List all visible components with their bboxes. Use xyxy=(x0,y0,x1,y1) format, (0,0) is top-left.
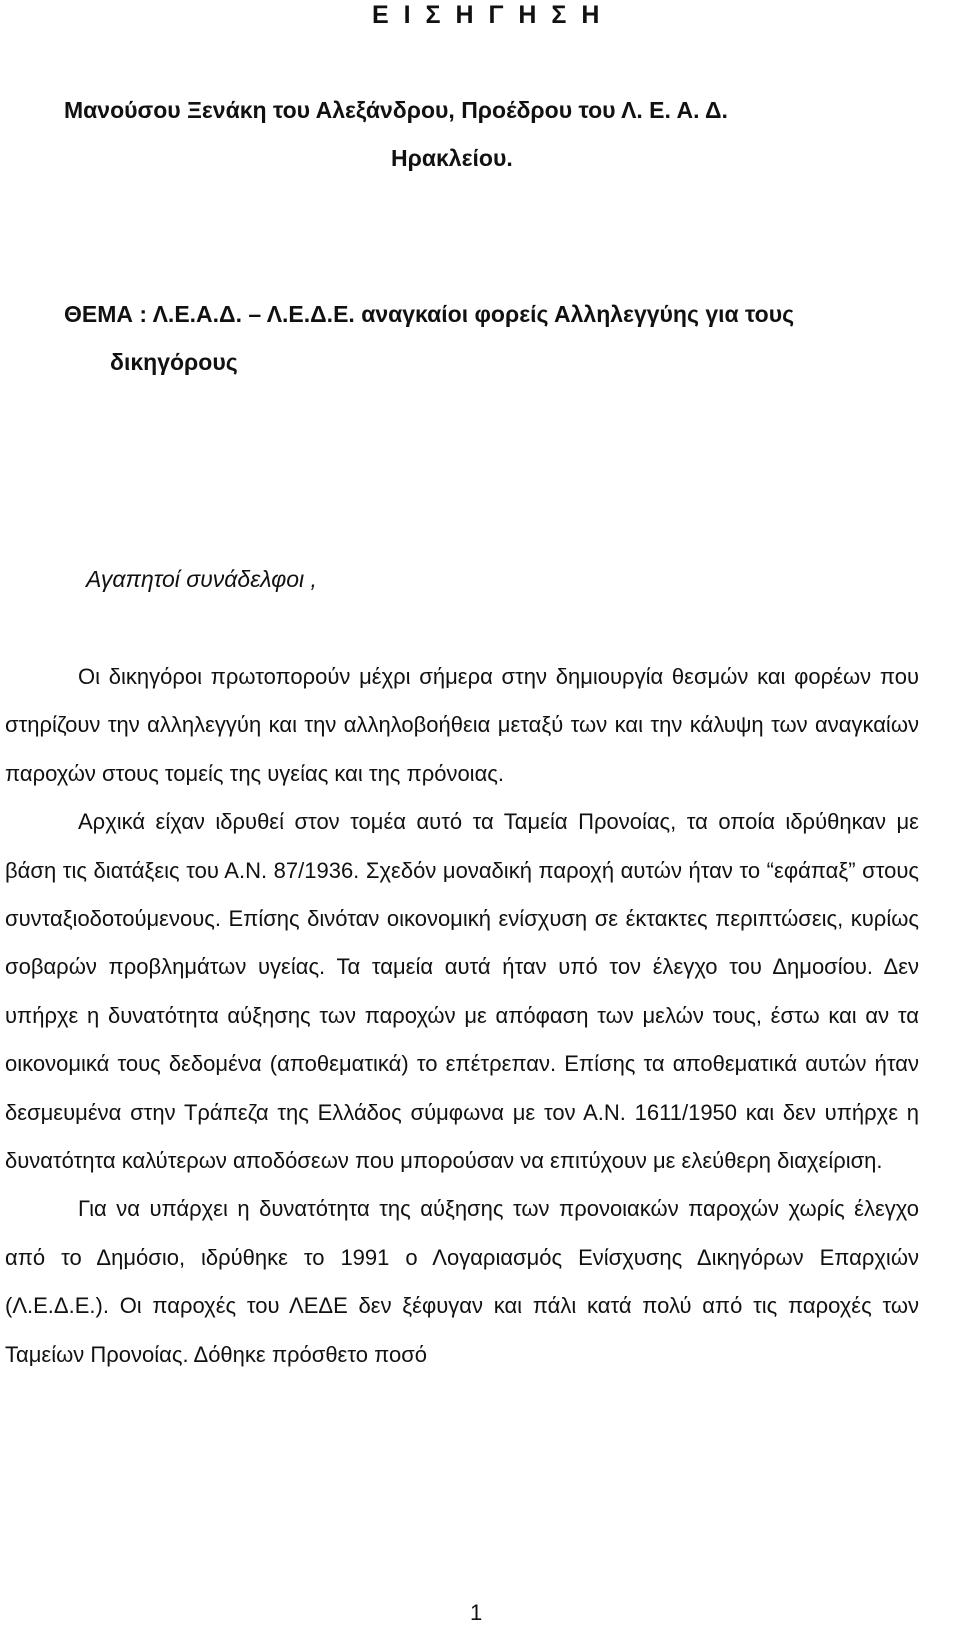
paragraph-3: Για να υπάρχει η δυνατότητα της αύξησης των προνοιακών παροχών χωρίς έλεγχο από το Δημόσιο, ιδρύθηκε το 1991 ο Λογαριασμός Ενίσχυσης Δικηγόρων Επαρχιών (Λ.Ε.Δ.Ε.). Οι παροχές του ΛΕΔΕ δεν ξέφυγαν και πάλι κατά πολύ από τις παροχές των Ταμείων Προνοίας. Δόθηκε πρόσθετο ποσό xyxy=(5,1196,919,1367)
author-block xyxy=(64,95,894,173)
salutation: Αγαπητοί συνάδελφοι , xyxy=(86,566,317,592)
document-heading: Ε Ι Σ Η Γ Η Σ Η xyxy=(372,1,604,29)
subject-block xyxy=(64,299,894,377)
author-line-1: Μανούσου Ξενάκη του Αλεξάνδρου, Προέδρου του Λ. Ε. Α. Δ. xyxy=(64,97,728,123)
subject-line-2: δικηγόρους xyxy=(110,349,238,375)
body-text xyxy=(5,653,919,1379)
paragraph-1: Οι δικηγόροι πρωτοπορούν μέχρι σήμερα στην δημιουργία θεσμών και φορέων που στηρίζουν την αλληλεγγύη και την αλληλοβοήθεια μεταξύ των και την κάλυψη των αναγκαίων παροχών στους τομείς της υγείας και της πρόνοιας. xyxy=(5,664,919,786)
author-line-2: Ηρακλείου. xyxy=(391,145,513,171)
subject-line-1: ΘΕΜΑ : Λ.Ε.Α.Δ. – Λ.Ε.Δ.Ε. αναγκαίοι φορείς Αλληλεγγύης για τους xyxy=(64,301,795,327)
page-number: 1 xyxy=(470,1600,483,1625)
paragraph-2: Αρχικά είχαν ιδρυθεί στον τομέα αυτό τα Ταμεία Προνοίας, τα οποία ιδρύθηκαν με βάση τις διατάξεις του Α.Ν. 87/1936. Σχεδόν μοναδική παροχή αυτών ήταν το “εφάπαξ” στους συνταξιοδοτούμενους. Επίσης δινόταν οικονομική ενίσχυση σε έκτακτες περιπτώσεις, κυρίως σοβαρών προβλημάτων υγείας. Τα ταμεία αυτά ήταν υπό τον έλεγχο του Δημοσίου. Δεν υπήρχε η δυνατότητα αύξησης των παροχών με απόφαση των μελών τους, έστω και αν τα οικονομικά τους δεδομένα (αποθεματικά) το επέτρεπαν. Επίσης τα αποθεματικά αυτών ήταν δεσμευμένα στην Τράπεζα της Ελλάδος σύμφωνα με τον Α.Ν. 1611/1950 και δεν υπήρχε η δυνατότητα καλύτερων αποδόσεων που μπορούσαν να επιτύχουν με ελεύθερη διαχείριση. xyxy=(5,809,919,1174)
